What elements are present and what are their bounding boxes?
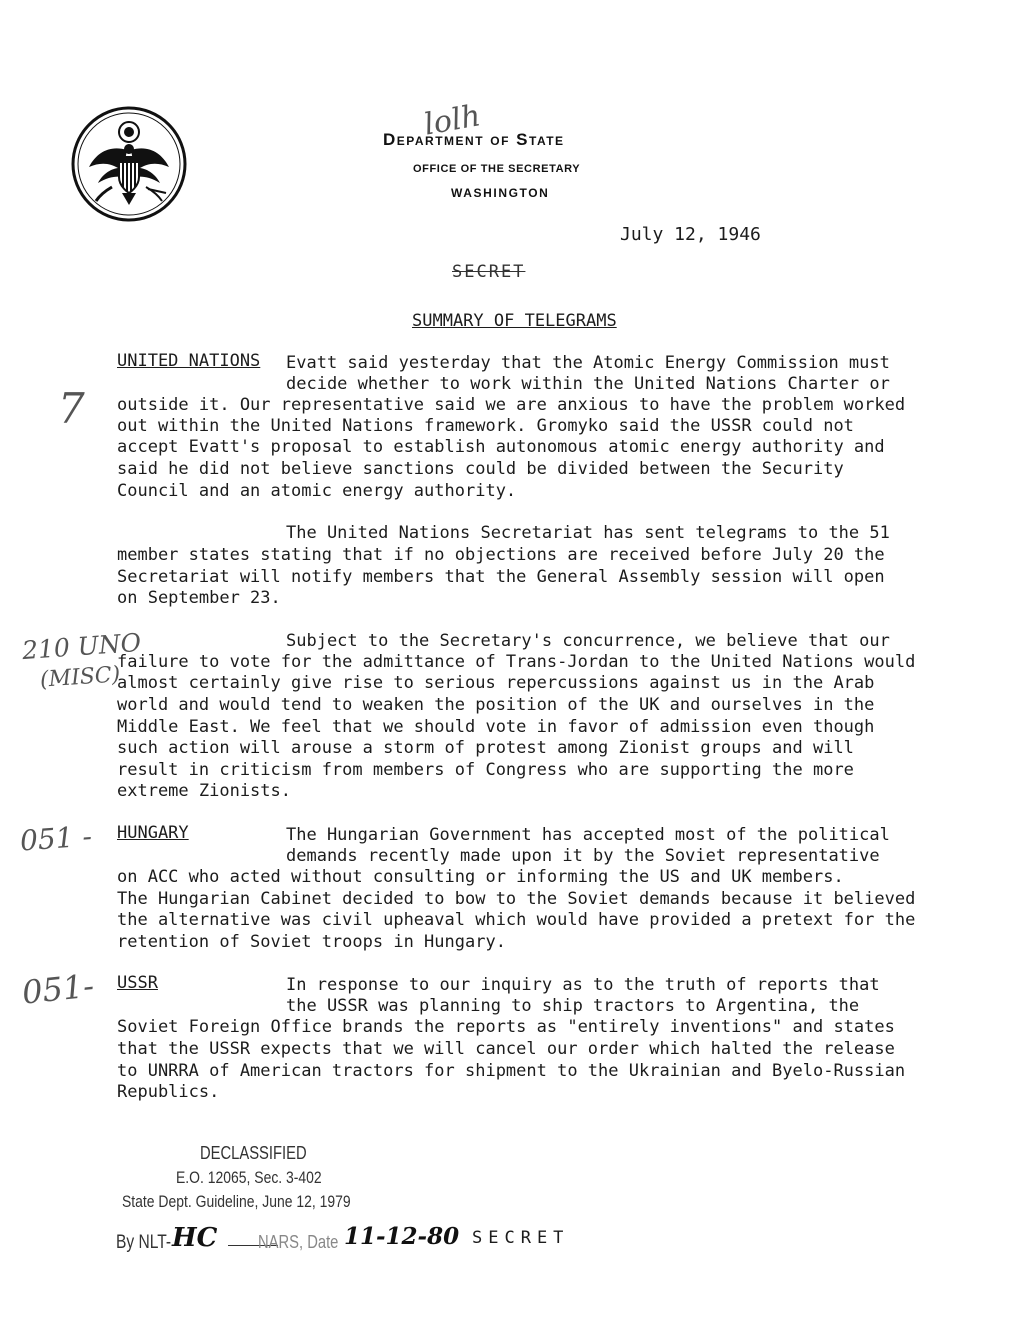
text-line: retention of Soviet troops in Hungary. (117, 932, 506, 952)
text-line: Soviet Foreign Office brands the reports as "entirely inventions" and states (117, 1017, 895, 1037)
text-line: said he did not believe sanctions could be divided between the Security (117, 459, 844, 479)
text-line: extreme Zionists. (117, 781, 291, 801)
text-line: Secretariat will notify members that the General Assembly session will open (117, 567, 885, 587)
section-heading-ussr: USSR (117, 973, 158, 993)
text-line: that the USSR expects that we will cancel our order which halted the release (117, 1039, 895, 1059)
declassification-date: 11-12-80 (344, 1223, 460, 1250)
declassification-authority: E.O. 12065, Sec. 3-402 (176, 1168, 322, 1187)
text-line: The Hungarian Cabinet decided to bow to the Soviet demands because it believed (117, 889, 916, 909)
office-name: OFFICE OF THE SECRETARY (413, 163, 581, 175)
declassification-initials: HC (172, 1223, 218, 1253)
department-name: Department of State (383, 130, 565, 149)
city-name: WASHINGTON (451, 186, 550, 200)
text-line: failure to vote for the admittance of Trans-Jordan to the United Nations would (117, 652, 916, 672)
handwritten-file-note: (MISC) (39, 662, 122, 693)
text-line: Middle East. We feel that we should vote in favor of admission even though (117, 717, 875, 737)
text-line: accept Evatt's proposal to establish autonomous atomic energy authority and (117, 437, 885, 457)
text-line: out within the United Nations framework. Gromyko said the USSR could not (117, 416, 854, 436)
text-line: The United Nations Secretariat has sent telegrams to the 51 (286, 523, 890, 543)
handwritten-letterhead-mark: lolh (421, 98, 484, 143)
declassification-nars-label: NARS, Date (258, 1232, 339, 1252)
classification-top-struck: SECRET (452, 262, 526, 282)
handwritten-margin-mark: 7 (58, 384, 85, 433)
text-line: on ACC who acted without consulting or informing the US and UK members. (117, 867, 844, 887)
classification-bottom: SECRET (472, 1228, 570, 1248)
text-line: the alternative was civil upheaval which would have provided a pretext for the (117, 910, 916, 930)
handwritten-file-number-hungary: 051 - (18, 819, 93, 858)
text-line: the USSR was planning to ship tractors to Argentina, the (286, 996, 860, 1016)
document-date: July 12, 1946 (620, 224, 761, 245)
text-line: Republics. (117, 1082, 220, 1102)
text-line: almost certainly give rise to serious repercussions against us in the Arab (117, 673, 875, 693)
text-line: Evatt said yesterday that the Atomic Energy Commission must (286, 353, 890, 373)
section-heading-united-nations: UNITED NATIONS (117, 351, 261, 371)
declassification-by-label: By NLT- (116, 1232, 172, 1253)
state-department-seal-icon (70, 105, 188, 223)
text-line: Council and an atomic energy authority. (117, 481, 517, 501)
text-line: member states stating that if no objections are received before July 20 the (117, 545, 885, 565)
text-line: In response to our inquiry as to the truth of reports that (286, 975, 880, 995)
text-line: on September 23. (117, 588, 281, 608)
text-line: demands recently made upon it by the Soviet representative (286, 846, 880, 866)
text-line: The Hungarian Government has accepted most of the political (286, 825, 890, 845)
text-line: such action will arouse a storm of protest among Zionist groups and will (117, 738, 854, 758)
document-title: SUMMARY OF TELEGRAMS (412, 311, 617, 331)
handwritten-file-number: 210 UNO (21, 627, 142, 666)
declassified-stamp: DECLASSIFIED (200, 1143, 307, 1163)
section-heading-hungary: HUNGARY (117, 823, 189, 843)
text-line: world and would tend to weaken the position of the UK and ourselves in the (117, 695, 875, 715)
text-line: outside it. Our representative said we are anxious to have the problem worked (117, 395, 906, 415)
text-line: result in criticism from members of Congress who are supporting the more (117, 760, 854, 780)
declassification-guideline: State Dept. Guideline, June 12, 1979 (122, 1192, 351, 1211)
text-line: Subject to the Secretary's concurrence, we believe that our (286, 631, 890, 651)
text-line: decide whether to work within the United Nations Charter or (286, 374, 890, 394)
handwritten-file-number-ussr: 051- (20, 966, 96, 1012)
text-line: to UNRRA of American tractors for shipment to the Ukrainian and Byelo-Russian (117, 1061, 906, 1081)
